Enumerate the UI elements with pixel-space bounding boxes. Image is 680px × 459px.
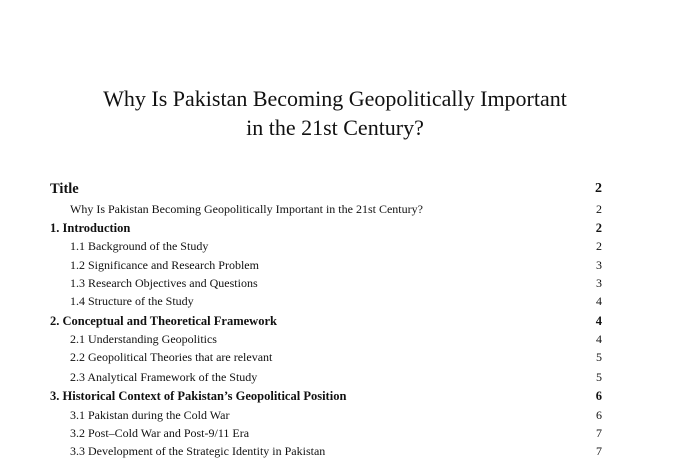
toc-entry-page-number: 7	[596, 444, 602, 458]
toc-entry-page-number: 2	[596, 239, 602, 253]
toc-entry-page-number: 2	[596, 202, 602, 216]
toc-entry-page-number: 5	[596, 350, 602, 364]
toc-entry[interactable]	[0, 312, 680, 330]
toc-entry[interactable]	[0, 274, 680, 292]
toc-entry[interactable]	[0, 424, 680, 442]
toc-entry-page-number: 5	[596, 370, 602, 384]
toc-entry[interactable]	[0, 348, 680, 366]
toc-entry-label: 2.1 Understanding Geopolitics	[70, 332, 217, 346]
toc-entry-page-number: 2	[595, 181, 602, 196]
toc-entry-label: 3.1 Pakistan during the Cold War	[70, 408, 230, 422]
toc-entry-page-number: 7	[596, 426, 602, 440]
document-title	[40, 84, 630, 142]
toc-entry-label: 1. Introduction	[50, 221, 131, 235]
toc-entry-page-number: 4	[596, 332, 602, 346]
toc-entry-label: Why Is Pakistan Becoming Geopolitically Important in the 21st Century?	[70, 202, 423, 216]
toc-entry-page-number: 2	[595, 221, 602, 235]
toc-entry-label: 2.2 Geopolitical Theories that are relevant	[70, 350, 273, 364]
toc-entry-label: 3.2 Post–Cold War and Post-9/11 Era	[70, 426, 250, 440]
toc-entry-label: 1.2 Significance and Research Problem	[70, 258, 259, 272]
toc-entry-label: 1.1 Background of the Study	[70, 239, 209, 253]
document-title-line1: Why Is Pakistan Becoming Geopolitically Important	[103, 86, 567, 111]
toc-entry[interactable]	[0, 200, 680, 218]
toc-entry-page-number: 4	[596, 294, 602, 308]
toc-entry-label: 1.3 Research Objectives and Questions	[70, 276, 258, 290]
toc-entry[interactable]	[0, 368, 680, 386]
toc-entry-page-number: 3	[596, 276, 602, 290]
toc-entry[interactable]	[0, 406, 680, 424]
document-title-line2: in the 21st Century?	[246, 115, 424, 140]
toc-entry-label: 3.3 Development of the Strategic Identity in Pakistan	[70, 444, 326, 458]
toc-entry-label: 1.4 Structure of the Study	[70, 294, 194, 308]
toc-entry[interactable]	[0, 292, 680, 310]
toc-entry-page-number: 6	[596, 408, 602, 422]
toc-entry[interactable]	[0, 180, 680, 198]
toc-entry[interactable]	[0, 387, 680, 405]
toc-entry-page-number: 6	[595, 389, 602, 403]
toc-entry[interactable]	[0, 219, 680, 237]
toc-entry[interactable]	[0, 330, 680, 348]
toc-entry[interactable]	[0, 442, 680, 459]
toc-entry-label: 3. Historical Context of Pakistan’s Geopolitical Position	[50, 389, 347, 403]
toc-entry-label: 2. Conceptual and Theoretical Framework	[50, 314, 277, 328]
toc-entry-label: 2.3 Analytical Framework of the Study	[70, 370, 258, 384]
toc-entry[interactable]	[0, 256, 680, 274]
toc-entry[interactable]	[0, 237, 680, 255]
toc-entry-page-number: 3	[596, 258, 602, 272]
toc-entry-page-number: 4	[595, 314, 602, 328]
toc-entry-label: Title	[50, 181, 79, 197]
